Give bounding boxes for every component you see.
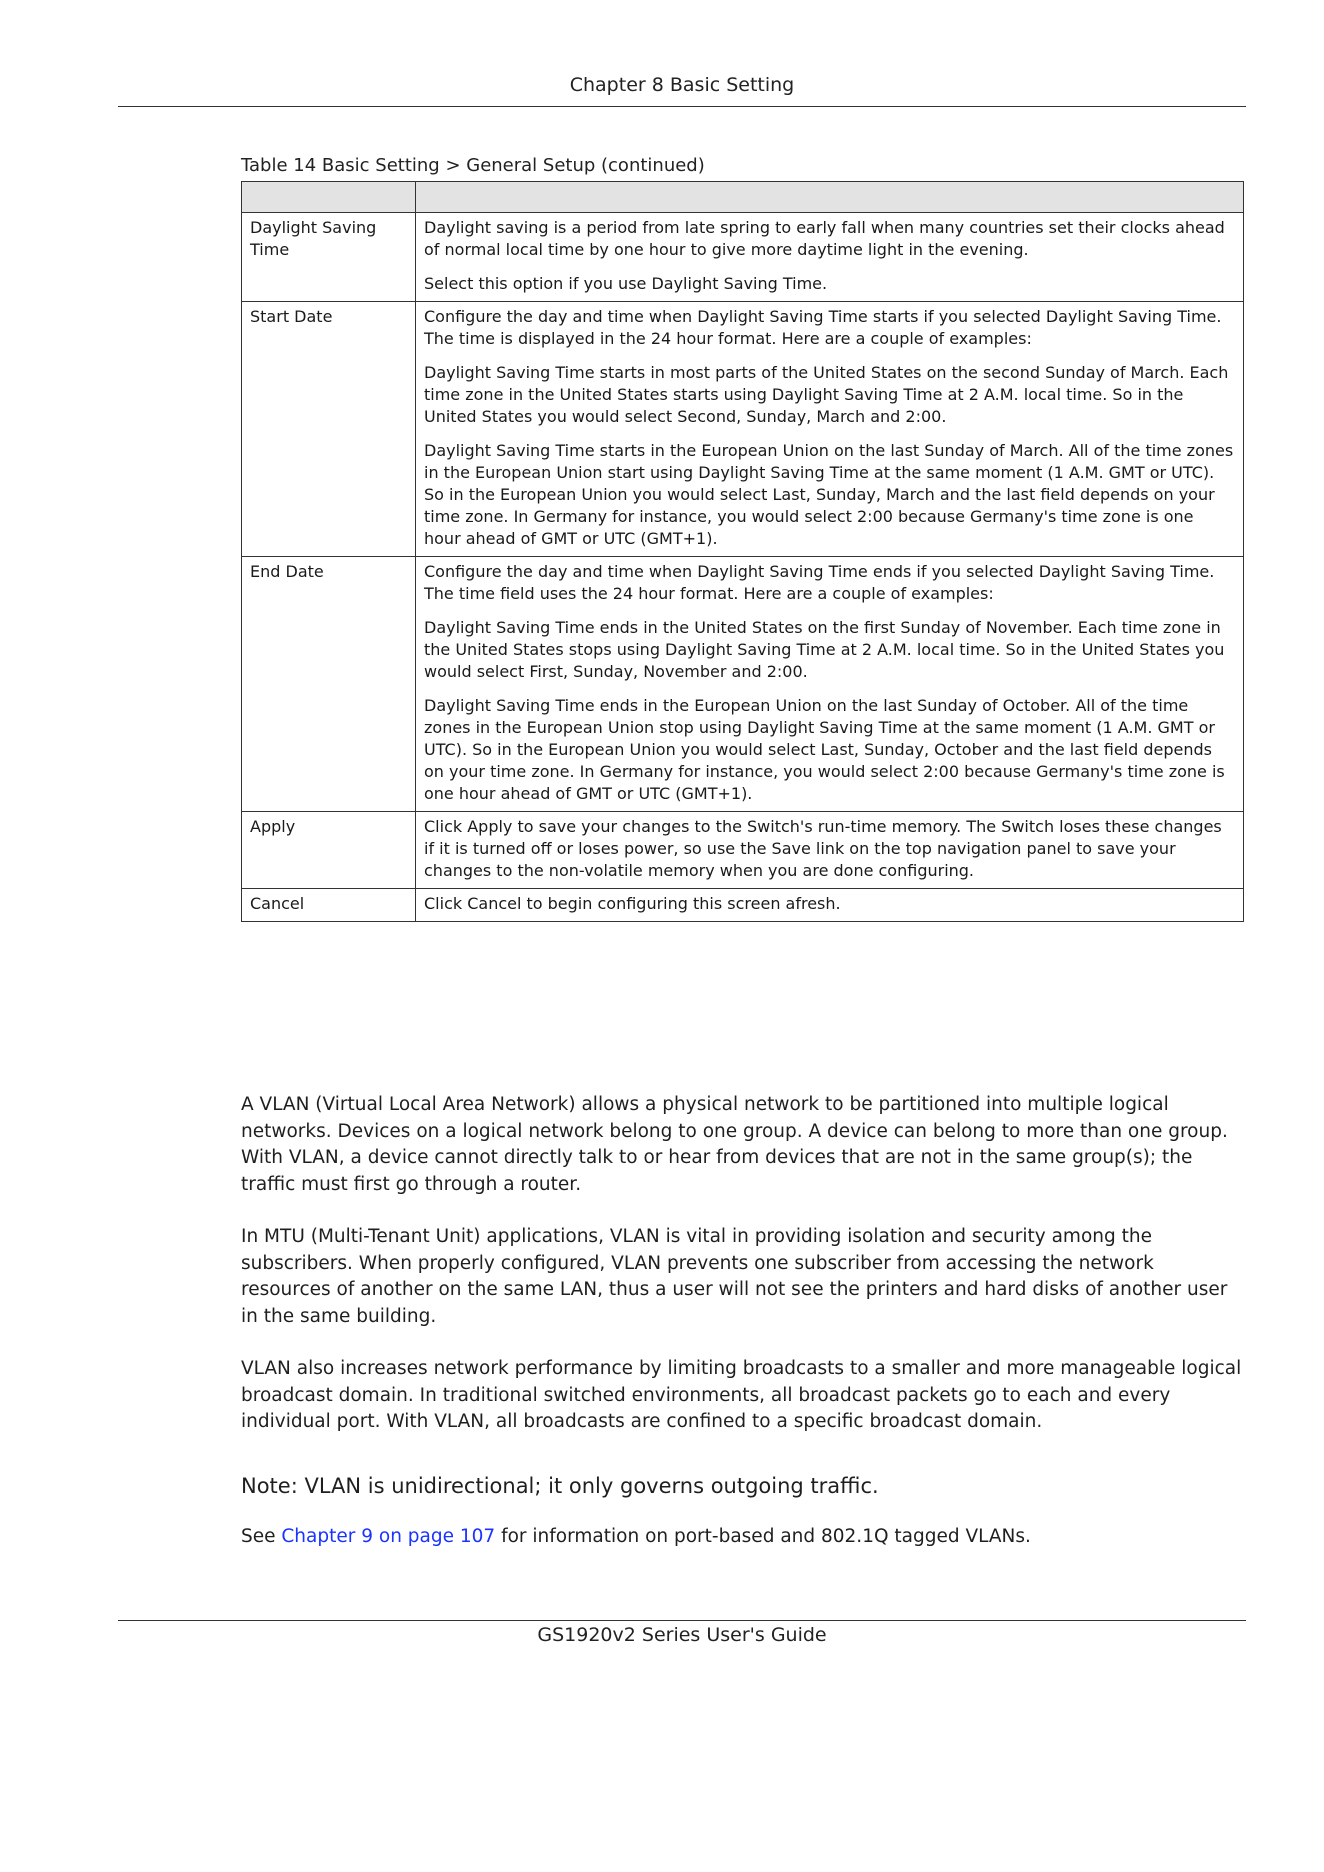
table-row-apply [242, 812, 1244, 889]
row-description [416, 302, 1244, 557]
vlan-performance-paragraph: VLAN also increases network performance by limiting broadcasts to a smaller and more manageable logical broadcast domain. In traditional switched environments, all broadcast packets go to each and every individual port. With VLAN, all broadcasts are confined to a specific broadcast domain. [241, 1358, 1242, 1432]
vlan-intro-paragraph: A VLAN (Virtual Local Area Network) allows a physical network to be partitioned into multiple logical networks. Devices on a logical network belong to one group. A device can belong to more than one group. With VLAN, a device cannot directly talk to or hear from devices that are not in the same group(s); the traffic must first go through a router. [241, 1094, 1228, 1195]
description-paragraph: Daylight saving is a period from late spring to early fall when many countries set their clocks ahead of normal local time by one hour to give more daytime light in the evening. [424, 218, 1225, 259]
table-caption: Table 14 Basic Setting > General Setup (continued) [241, 155, 705, 176]
row-description [416, 213, 1244, 302]
row-label: Cancel [242, 889, 416, 922]
table-row-start-date [242, 302, 1244, 557]
description-paragraph: Click Apply to save your changes to the Switch's run-time memory. The Switch loses these changes if it is turned off or loses power, so use the Save link on the top navigation panel to save your changes to the non-volatile memory when you are done configuring. [424, 817, 1222, 880]
header-cell-description [416, 182, 1244, 213]
description-paragraph: Daylight Saving Time starts in the European Union on the last Sunday of March. All of the time zones in the European Union start using Daylight Saving Time at the same moment (1 A.M. GMT or UTC). So in the European Union you would select Last, Sunday, March and the last field depends on your time zone. In Germany for instance, you would select 2:00 because Germany's time zone is one hour ahead of GMT or UTC (GMT+1). [424, 441, 1234, 548]
see-also-line [241, 1526, 1031, 1547]
description-paragraph: Configure the day and time when Daylight Saving Time starts if you selected Daylight Saving Time. The time is displayed in the 24 hour format. Here are a couple of examples: [424, 307, 1222, 348]
table-row-cancel [242, 889, 1244, 922]
see-suffix: for information on port-based and 802.1Q tagged VLANs. [495, 1526, 1031, 1547]
row-label: Start Date [242, 302, 416, 557]
row-label: Apply [242, 812, 416, 889]
row-description [416, 557, 1244, 812]
description-paragraph: Daylight Saving Time ends in the United States on the first Sunday of November. Each time zone in the United States stops using Daylight Saving Time at 2 A.M. local time. So in the United States you would select First, Sunday, November and 2:00. [424, 618, 1225, 681]
description-paragraph: Click Cancel to begin configuring this screen afresh. [424, 894, 841, 913]
header-cell-label [242, 182, 416, 213]
guide-footer: GS1920v2 Series User's Guide [537, 1624, 827, 1646]
row-description [416, 812, 1244, 889]
row-label: End Date [242, 557, 416, 812]
vlan-mtu-paragraph: In MTU (Multi-Tenant Unit) applications, VLAN is vital in providing isolation and security among the subscribers. When properly configured, VLAN prevents one subscriber from accessing the network resources of another on the same LAN, thus a user will not see the printers and hard disks of another user in the same building. [241, 1226, 1228, 1327]
description-paragraph: Daylight Saving Time ends in the European Union on the last Sunday of October. All of the time zones in the European Union stop using Daylight Saving Time at the same moment (1 A.M. GMT or UTC). So in the European Union you would select Last, Sunday, October and the last field depends on your time zone. In Germany for instance, you would select 2:00 because Germany's time zone is one hour ahead of GMT or UTC (GMT+1). [424, 696, 1225, 803]
description-paragraph: Configure the day and time when Daylight Saving Time ends if you selected Daylight Saving Time. The time field uses the 24 hour format. Here are a couple of examples: [424, 562, 1215, 603]
header-divider [118, 106, 1246, 107]
vlan-note: Note: VLAN is unidirectional; it only governs outgoing traffic. [241, 1474, 879, 1498]
chapter-9-link[interactable]: Chapter 9 on page 107 [281, 1526, 496, 1547]
row-description [416, 889, 1244, 922]
description-paragraph: Daylight Saving Time starts in most parts of the United States on the second Sunday of March. Each time zone in the United States starts using Daylight Saving Time at 2 A.M. local time. So in the United States you would select Second, Sunday, March and 2:00. [424, 363, 1229, 426]
description-paragraph: Select this option if you use Daylight Saving Time. [424, 274, 828, 293]
footer-divider [118, 1620, 1246, 1621]
table-header-row [242, 182, 1244, 213]
see-prefix: See [241, 1526, 282, 1547]
chapter-header: Chapter 8 Basic Setting [569, 74, 795, 96]
row-label: Daylight Saving Time [242, 213, 416, 302]
table-row-end-date [242, 557, 1244, 812]
basic-setting-table [241, 181, 1244, 922]
table-row-daylight-saving-time [242, 213, 1244, 302]
